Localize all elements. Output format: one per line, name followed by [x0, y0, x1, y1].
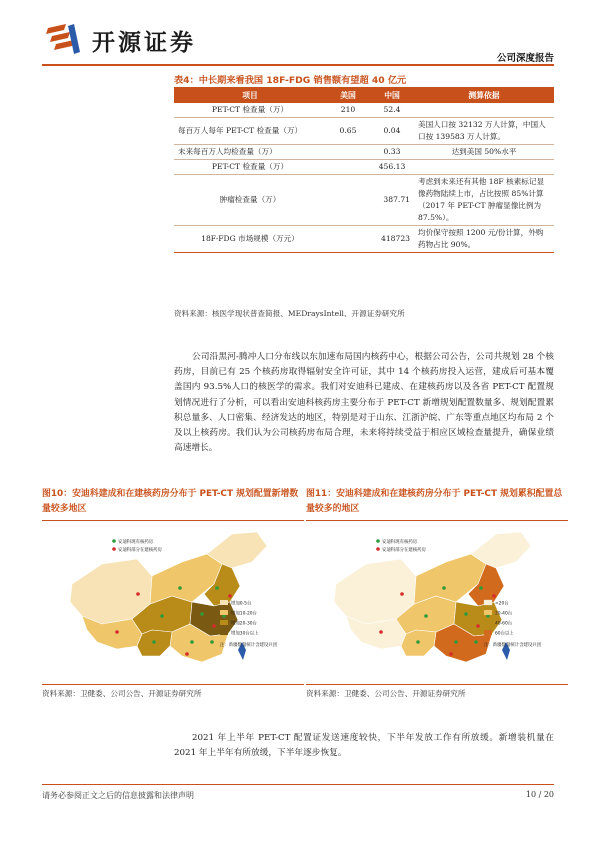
cell-basis [414, 160, 554, 175]
china-map-figure10 [42, 524, 304, 682]
cell-cn: 418723 [370, 226, 414, 253]
table-title: 表4：中长期来看我国 18F-FDG 销售额有望超 40 亿元 [174, 75, 407, 86]
legend-bin: 60台以上 [495, 631, 514, 637]
body-paragraph-2: 2021 年上半年 PET-CT 配置证发送速度较快，下半年发放工作有所放缓。新增装机量在 2021 年上半年有所放缓，下半年逐步恢复。 [174, 733, 554, 759]
figure10-bottom-rule [42, 684, 304, 685]
legend-green-marker-icon [376, 539, 380, 543]
report-type: 公司深度报告 [496, 53, 554, 64]
cell-cn: 0.04 [370, 118, 414, 145]
legend-green-marker-icon [112, 539, 116, 543]
legend-existing: 安迪科现有核药房 [118, 540, 154, 545]
cell-basis: 达到美国 50%水平 [414, 145, 554, 160]
table-row [174, 160, 554, 175]
cell-cn: 387.71 [370, 175, 414, 226]
cell-item: PET-CT 检查量（万） [174, 103, 326, 118]
figure10-map [42, 524, 304, 682]
cell-basis [414, 103, 554, 118]
legend-bin: 增加20-30台 [231, 621, 257, 627]
cell-basis: 考虑到未来还有其他 18F 核素标记显像药物陆续上市，占比按照 85%计算（2017 年 PET-CT 肿瘤显像比例为 87.5%）。 [414, 175, 554, 226]
legend-bin: 增加0-5台 [231, 601, 252, 607]
legend-existing: 安迪科现有核药房 [382, 540, 418, 545]
figure11-source: 资料来源：卫健委、公司公告、开源证券研究所 [306, 689, 466, 698]
cell-us [326, 175, 370, 226]
legend-bin: 增加10-20台 [231, 611, 257, 617]
legend-swatch [484, 630, 492, 635]
table-row [174, 103, 554, 118]
brand-mark-icon [44, 22, 84, 56]
figure10-top-rule [42, 520, 304, 521]
cell-item: 未来每百万人均检查量（万） [174, 145, 326, 160]
figure10-title: 图10：安迪科建成和在建核药房分布于 PET-CT 规划配置新增数量较多地区 [42, 489, 299, 514]
legend-swatch [220, 610, 228, 615]
cell-basis: 美国人口按 32132 万人计算，中国人口按 139583 万人计算。 [414, 118, 554, 145]
legend-note: 注：新疆数量统计含建设兵团 [484, 643, 542, 648]
footer-divider [42, 784, 554, 785]
table-row [174, 226, 554, 253]
legend-swatch [220, 630, 228, 635]
table-row [174, 145, 554, 160]
body-paragraph: 公司沿黑河-腾冲人口分布线以东加速布局国内核药中心，根据公司公告，公司共规划 28 个核药房，目前已有 25 个核药房取得辐射安全许可证，其中 14 个核药房投入运营，建成后可基本覆盖国内 93.5%人口的核医学的需求。我们对安迪科已建成、在建核药房以及各省 PET-CT 配置规划情况进行了分析，可以看出安迪科核药房主要分布于 PET-CT 新增规划配置数量多、规划配置累积总量多、人口密集、经济发达的地区，特别是对于山东、江浙沪皖、广东等重点地区均布局 2 个及以上核药房。我们认为公司核药房布局合理，未来将持续受益于相应区域检查量提升，确保业绩高速增长。 [174, 352, 554, 454]
footer-disclaimer: 请务必参阅正文之后的信息披露和法律声明 [42, 791, 194, 800]
legend-planned: 安迪科部分在建核药房 [382, 548, 426, 553]
legend-swatch [220, 620, 228, 625]
cell-item: 每百万人每年 PET-CT 检查量（万） [174, 118, 326, 145]
table-row [174, 175, 554, 226]
cell-us [326, 145, 370, 160]
legend-swatch [484, 620, 492, 625]
legend-note: 注：新疆数量统计含建设兵团 [220, 643, 278, 648]
brand-logo [44, 22, 244, 56]
header-divider [42, 64, 554, 66]
legend-swatch [484, 600, 492, 605]
col-header-basis: 测算依据 [414, 87, 554, 103]
col-header-cn: 中国 [370, 87, 414, 103]
figure11-map [306, 524, 568, 682]
figure10-source: 资料来源：卫健委、公司公告、开源证券研究所 [42, 689, 202, 698]
table-row [174, 118, 554, 145]
col-header-item: 项目 [174, 87, 326, 103]
col-header-us: 美国 [326, 87, 370, 103]
china-map-figure11 [306, 524, 568, 682]
cell-us: 0.65 [326, 118, 370, 145]
legend-swatch [220, 600, 228, 605]
page-number: 10 / 20 [525, 790, 554, 799]
cell-cn: 456.13 [370, 160, 414, 175]
cell-us [326, 160, 370, 175]
cell-item: 肿瘤检查量（万） [174, 175, 326, 226]
cell-item: PET-CT 检查量（万） [174, 160, 326, 175]
legend-bin: 40-60台 [495, 621, 513, 627]
legend-bin: <20台 [495, 601, 509, 607]
brand-name: 开源证券 [92, 30, 196, 56]
cell-item: 18F-FDG 市场规模（万元） [174, 226, 326, 253]
legend-planned: 安迪科部分在建核药房 [118, 548, 162, 553]
cell-cn: 52.4 [370, 103, 414, 118]
legend-red-marker-icon [112, 547, 116, 551]
legend-bin: 20-40台 [495, 611, 513, 617]
forecast-table [174, 87, 554, 253]
cell-cn: 0.33 [370, 145, 414, 160]
cell-basis: 均价保守按照 1200 元/份计算，外购药物占比 90%。 [414, 226, 554, 253]
legend-bin: 增加30台以上 [231, 631, 259, 637]
table-header-row [174, 87, 554, 103]
cell-us: 210 [326, 103, 370, 118]
table-source: 资料来源：核医学现状普查简报、MEDraysIntell、开源证券研究所 [174, 309, 405, 318]
legend-red-marker-icon [376, 547, 380, 551]
figure11-top-rule [306, 520, 568, 521]
legend-swatch [484, 610, 492, 615]
cell-us [326, 226, 370, 253]
figure11-bottom-rule [306, 684, 568, 685]
figure11-title: 图11：安迪科建成和在建核药房分布于 PET-CT 规划累积配置总量较多的地区 [306, 489, 563, 514]
